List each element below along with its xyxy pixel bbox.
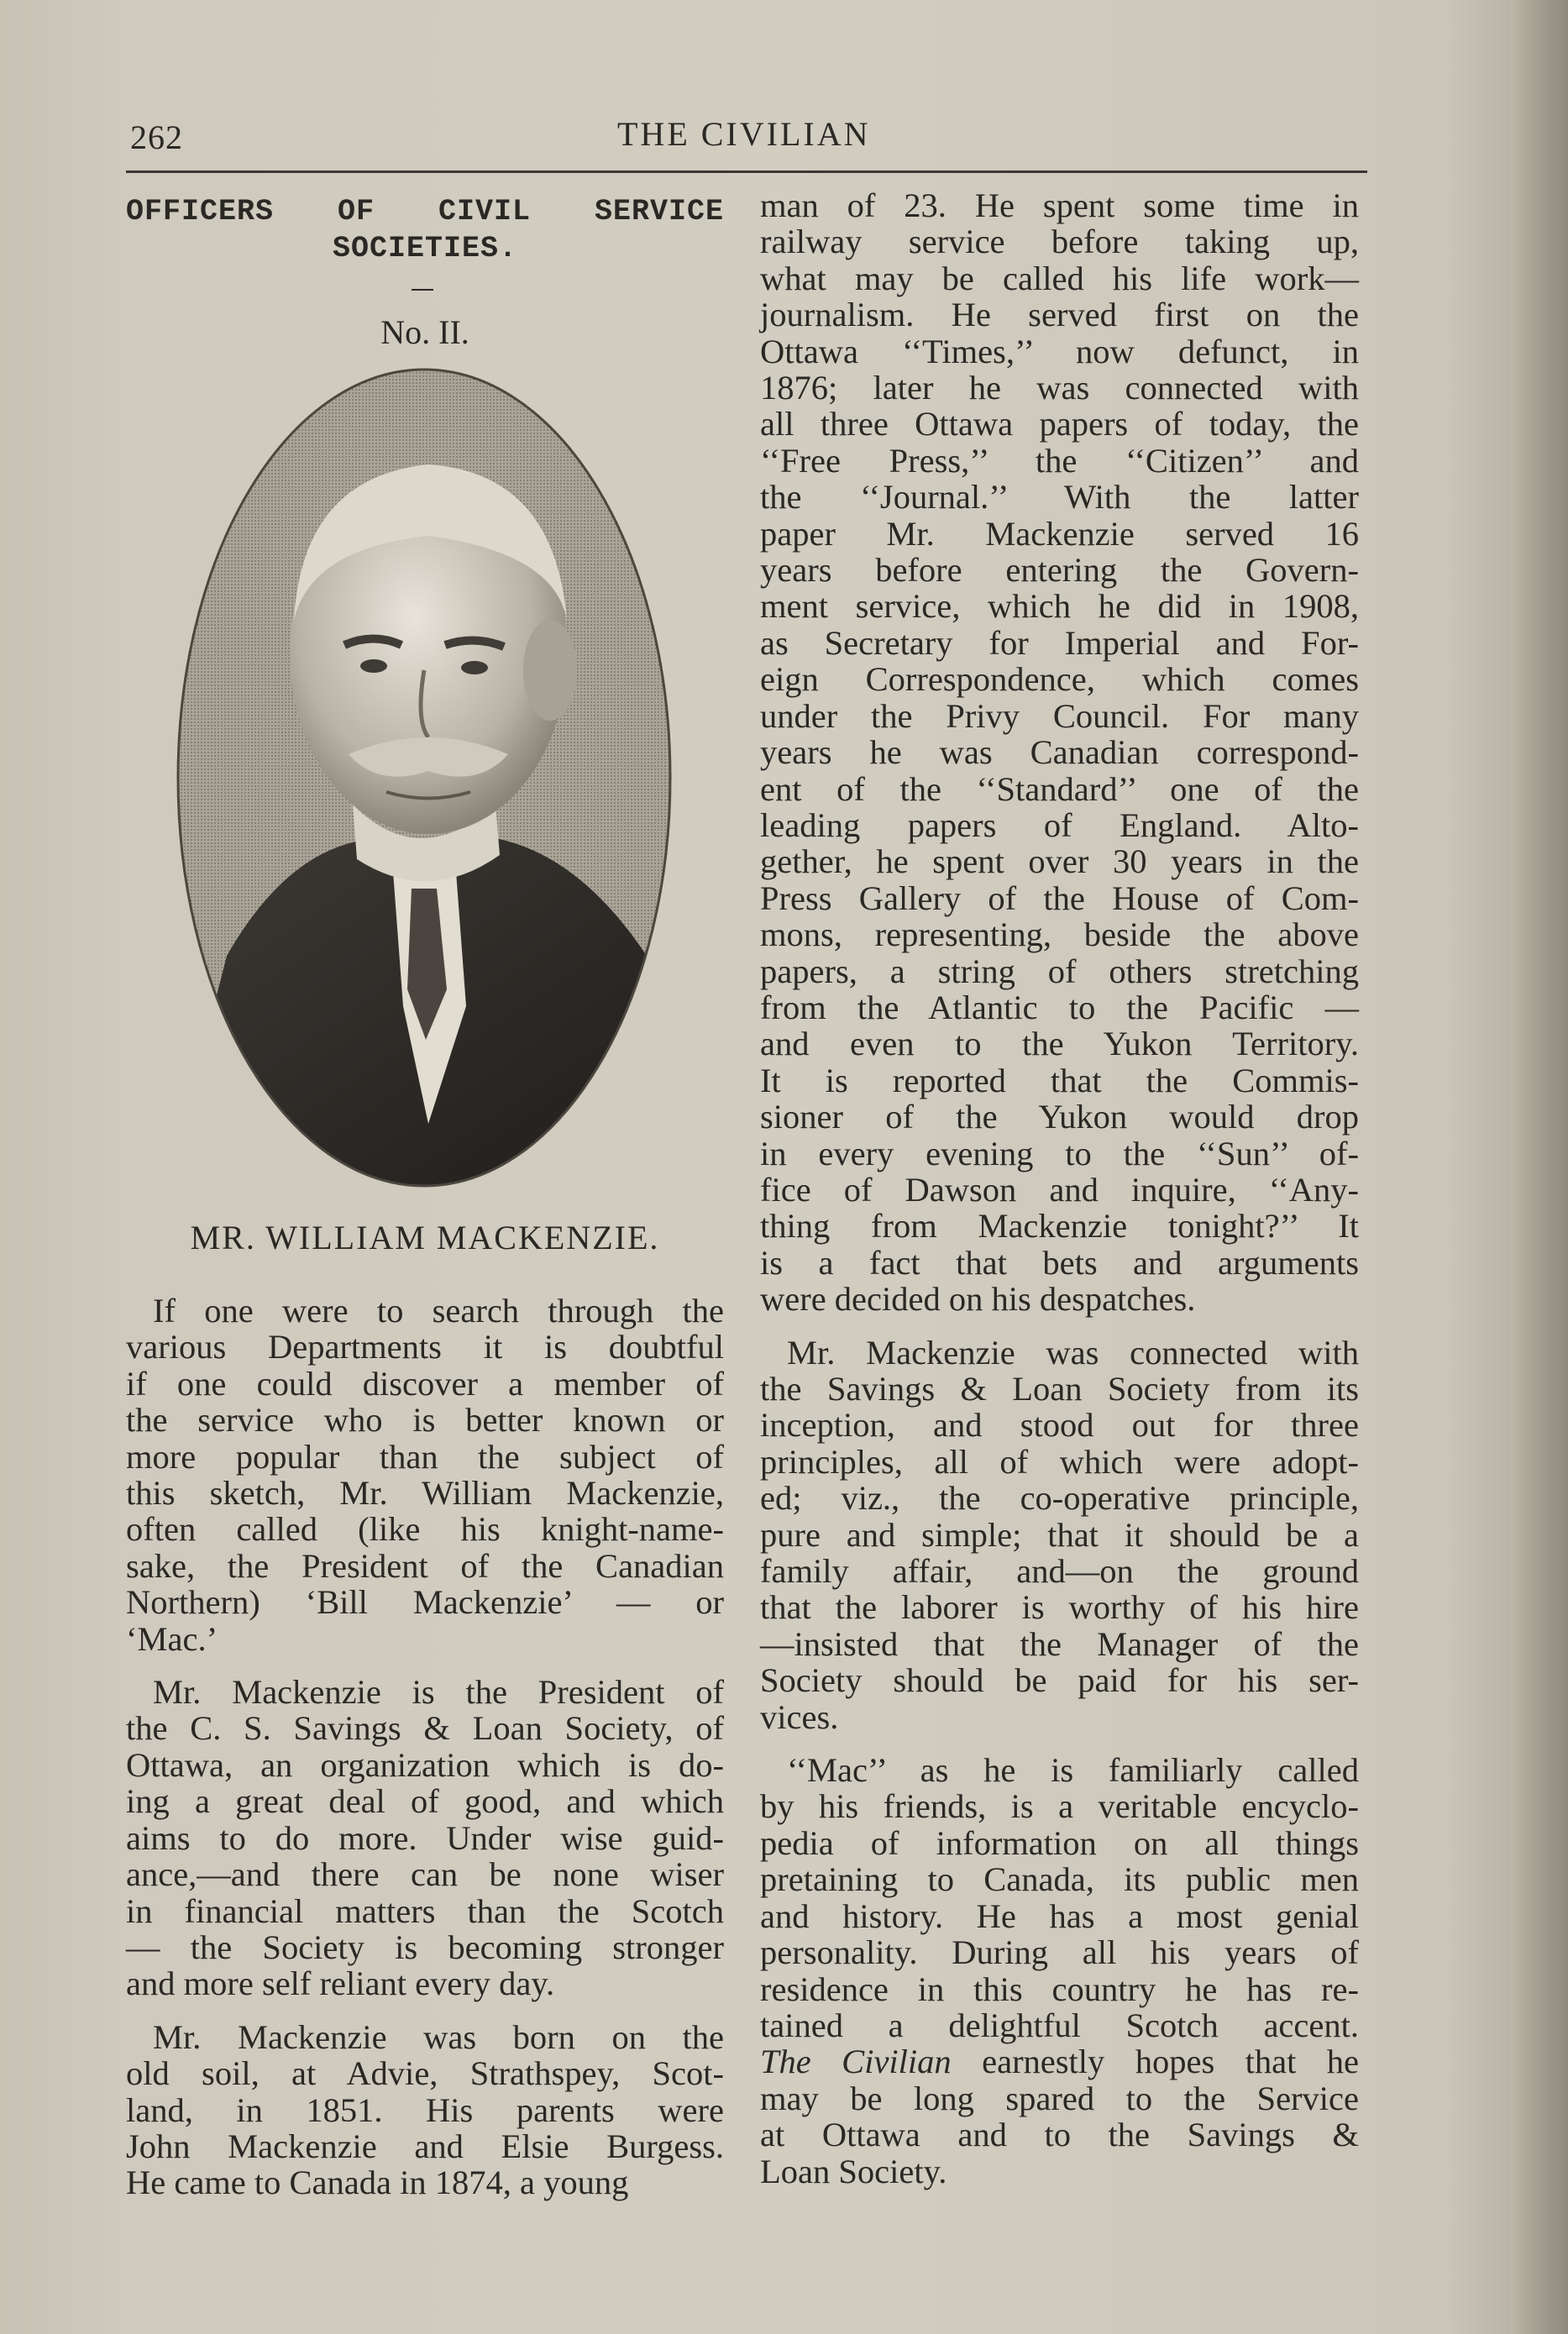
text-line: that the laborer is worthy of his hire xyxy=(760,1588,1359,1627)
heading-dash xyxy=(412,289,433,291)
text-line: and even to the Yukon Territory. xyxy=(760,1025,1359,1063)
text-line: land, in 1851. His parents were xyxy=(126,2090,724,2129)
text-line: ‘‘Free Press,’’ the ‘‘Citizen’’ and xyxy=(760,441,1359,480)
text-line: pretaining to Canada, its public men xyxy=(760,1860,1359,1899)
article-paragraph xyxy=(760,1335,1359,1735)
text-line: Northern) ‘Bill Mackenzie’ — or xyxy=(126,1583,724,1622)
text-line: from the Atlantic to the Pacific — xyxy=(760,988,1359,1026)
text-line: ‘‘Mac’’ as he is familiarly called xyxy=(787,1751,1359,1790)
text-line: leading papers of England. Alto- xyxy=(760,805,1359,844)
text-line: journalism. He served first on the xyxy=(760,296,1359,334)
portrait-caption: MR. WILLIAM MACKENZIE. xyxy=(190,1219,660,1256)
text-line: — the Society is becoming stronger xyxy=(126,1928,724,1966)
article-paragraph xyxy=(760,187,1359,1318)
text-line: railway service before taking up, xyxy=(760,223,1359,261)
text-line: more popular than the subject of xyxy=(126,1437,724,1476)
text-line: Ottawa ‘‘Times,’’ now defunct, in xyxy=(760,332,1359,370)
text-line: eign Correspondence, which comes xyxy=(760,660,1359,699)
text-line: It is reported that the Commis- xyxy=(760,1061,1359,1099)
text-line: personality. During all his years of xyxy=(760,1933,1359,1972)
text-line: the ‘‘Journal.’’ With the latter xyxy=(760,478,1359,517)
article-heading-line-1: OFFICERS OF CIVIL SERVICE xyxy=(126,195,724,228)
journal-title: THE CIVILIAN xyxy=(617,115,871,153)
text-line: if one could discover a member of xyxy=(126,1364,724,1403)
text-line: residence in this country he has re- xyxy=(760,1969,1359,2008)
text-line: by his friends, is a veritable encyclo- xyxy=(760,1787,1359,1826)
text-line: If one were to search through the xyxy=(153,1292,724,1330)
page-edge-shadow xyxy=(1509,0,1568,2334)
text-line: aims to do more. Under wise guid- xyxy=(126,1818,724,1857)
text-line: John Mackenzie and Elsie Burgess. xyxy=(126,2127,724,2165)
article-heading xyxy=(126,193,724,267)
text-line: Mr. Mackenzie was born on the xyxy=(153,2017,724,2056)
text-line: family affair, and—on the ground xyxy=(760,1552,1359,1591)
text-line: —insisted that the Manager of the xyxy=(760,1624,1359,1663)
text-line: pedia of information on all things xyxy=(760,1823,1359,1862)
text-line: mons, representing, beside the above xyxy=(760,915,1359,954)
text-line: Press Gallery of the House of Com- xyxy=(760,879,1359,917)
text-line: sake, the President of the Canadian xyxy=(126,1546,724,1585)
text-line: the Savings & Loan Society from its xyxy=(760,1370,1359,1408)
text-line: years he was Canadian correspond- xyxy=(760,733,1359,772)
paragraph-gap xyxy=(760,1318,1359,1335)
text-line: The Civilian earnestly hopes that he xyxy=(760,2043,1360,2081)
text-line: thing from Mackenzie tonight?’’ It xyxy=(760,1207,1359,1246)
text-line: in financial matters than the Scotch xyxy=(126,1891,724,1930)
text-line: pure and simple; that it should be a xyxy=(760,1515,1359,1554)
text-line: man of 23. He spent some time in xyxy=(760,186,1359,224)
text-line: years before entering the Govern- xyxy=(760,551,1359,590)
text-line: He came to Canada in 1874, a young xyxy=(126,2164,629,2202)
text-line: ing a great deal of good, and which xyxy=(126,1782,724,1821)
text-line: in every evening to the ‘‘Sun’’ of- xyxy=(760,1134,1359,1172)
page-number: 262 xyxy=(130,118,183,156)
text-line: papers, a string of others stretching xyxy=(760,952,1359,990)
text-line: may be long spared to the Service xyxy=(760,2079,1359,2117)
text-line: what may be called his life work— xyxy=(760,259,1359,297)
series-number: No. II. xyxy=(380,313,469,351)
text-line: tained a delightful Scotch accent. xyxy=(760,2006,1359,2044)
article-paragraph xyxy=(760,1752,1359,2190)
text-line: at Ottawa and to the Savings & xyxy=(760,2116,1359,2154)
text-line: Mr. Mackenzie is the President of xyxy=(153,1673,724,1712)
text-line: the C. S. Savings & Loan Society, of xyxy=(126,1709,724,1748)
text-line: inception, and stood out for three xyxy=(760,1406,1359,1445)
text-line: vices. xyxy=(760,1697,839,1736)
text-line: the service who is better known or xyxy=(126,1401,724,1440)
text-line: were decided on his despatches. xyxy=(760,1280,1196,1319)
text-line: ent of the ‘‘Standard’’ one of the xyxy=(760,769,1359,808)
article-left-column xyxy=(126,1293,724,2201)
text-line: all three Ottawa papers of today, the xyxy=(760,405,1359,443)
text-line: and history. He has a most genial xyxy=(760,1896,1359,1935)
article-paragraph xyxy=(126,2019,724,2201)
text-line: ed; viz., the co-operative principle, xyxy=(760,1479,1359,1518)
article-heading-line-2: SOCIETIES. xyxy=(332,232,518,265)
text-line: 1876; later he was connected with xyxy=(760,369,1359,407)
text-line: fice of Dawson and inquire, ‘‘Any- xyxy=(760,1170,1359,1209)
paragraph-gap xyxy=(126,2002,724,2019)
text-line: various Departments it is doubtful xyxy=(126,1328,724,1366)
text-line: Society should be paid for his ser- xyxy=(760,1661,1359,1700)
paragraph-gap xyxy=(126,1657,724,1674)
text-line: as Secretary for Imperial and For- xyxy=(760,623,1359,662)
text-line: old soil, at Advie, Strathspey, Scot- xyxy=(126,2054,724,2093)
header-rule xyxy=(126,170,1367,173)
paragraph-gap xyxy=(760,1735,1359,1752)
text-line: principles, all of which were adopt- xyxy=(760,1442,1359,1481)
text-line: gether, he spent over 30 years in the xyxy=(760,842,1359,881)
text-line: ance,—and there can be none wiser xyxy=(126,1855,724,1894)
text-line: and more self reliant every day. xyxy=(126,1964,555,2003)
text-line: this sketch, Mr. William Mackenzie, xyxy=(126,1474,724,1513)
text-line: Mr. Mackenzie was connected with xyxy=(787,1333,1359,1372)
text-line: under the Privy Council. For many xyxy=(760,696,1359,735)
text-line: sioner of the Yukon would drop xyxy=(760,1098,1359,1136)
text-line: ‘Mac.’ xyxy=(126,1619,218,1658)
text-line: Loan Society. xyxy=(760,2152,947,2190)
text-line: ment service, which he did in 1908, xyxy=(760,587,1359,626)
article-paragraph xyxy=(126,1293,724,1657)
text-line: often called (like his knight-name- xyxy=(126,1510,724,1549)
article-right-column xyxy=(760,187,1359,2190)
text-line: is a fact that bets and arguments xyxy=(760,1243,1359,1282)
article-paragraph xyxy=(126,1674,724,2002)
portrait-photo xyxy=(176,368,672,1188)
text-line: Ottawa, an organization which is do- xyxy=(126,1745,724,1784)
text-line: paper Mr. Mackenzie served 16 xyxy=(760,514,1359,553)
